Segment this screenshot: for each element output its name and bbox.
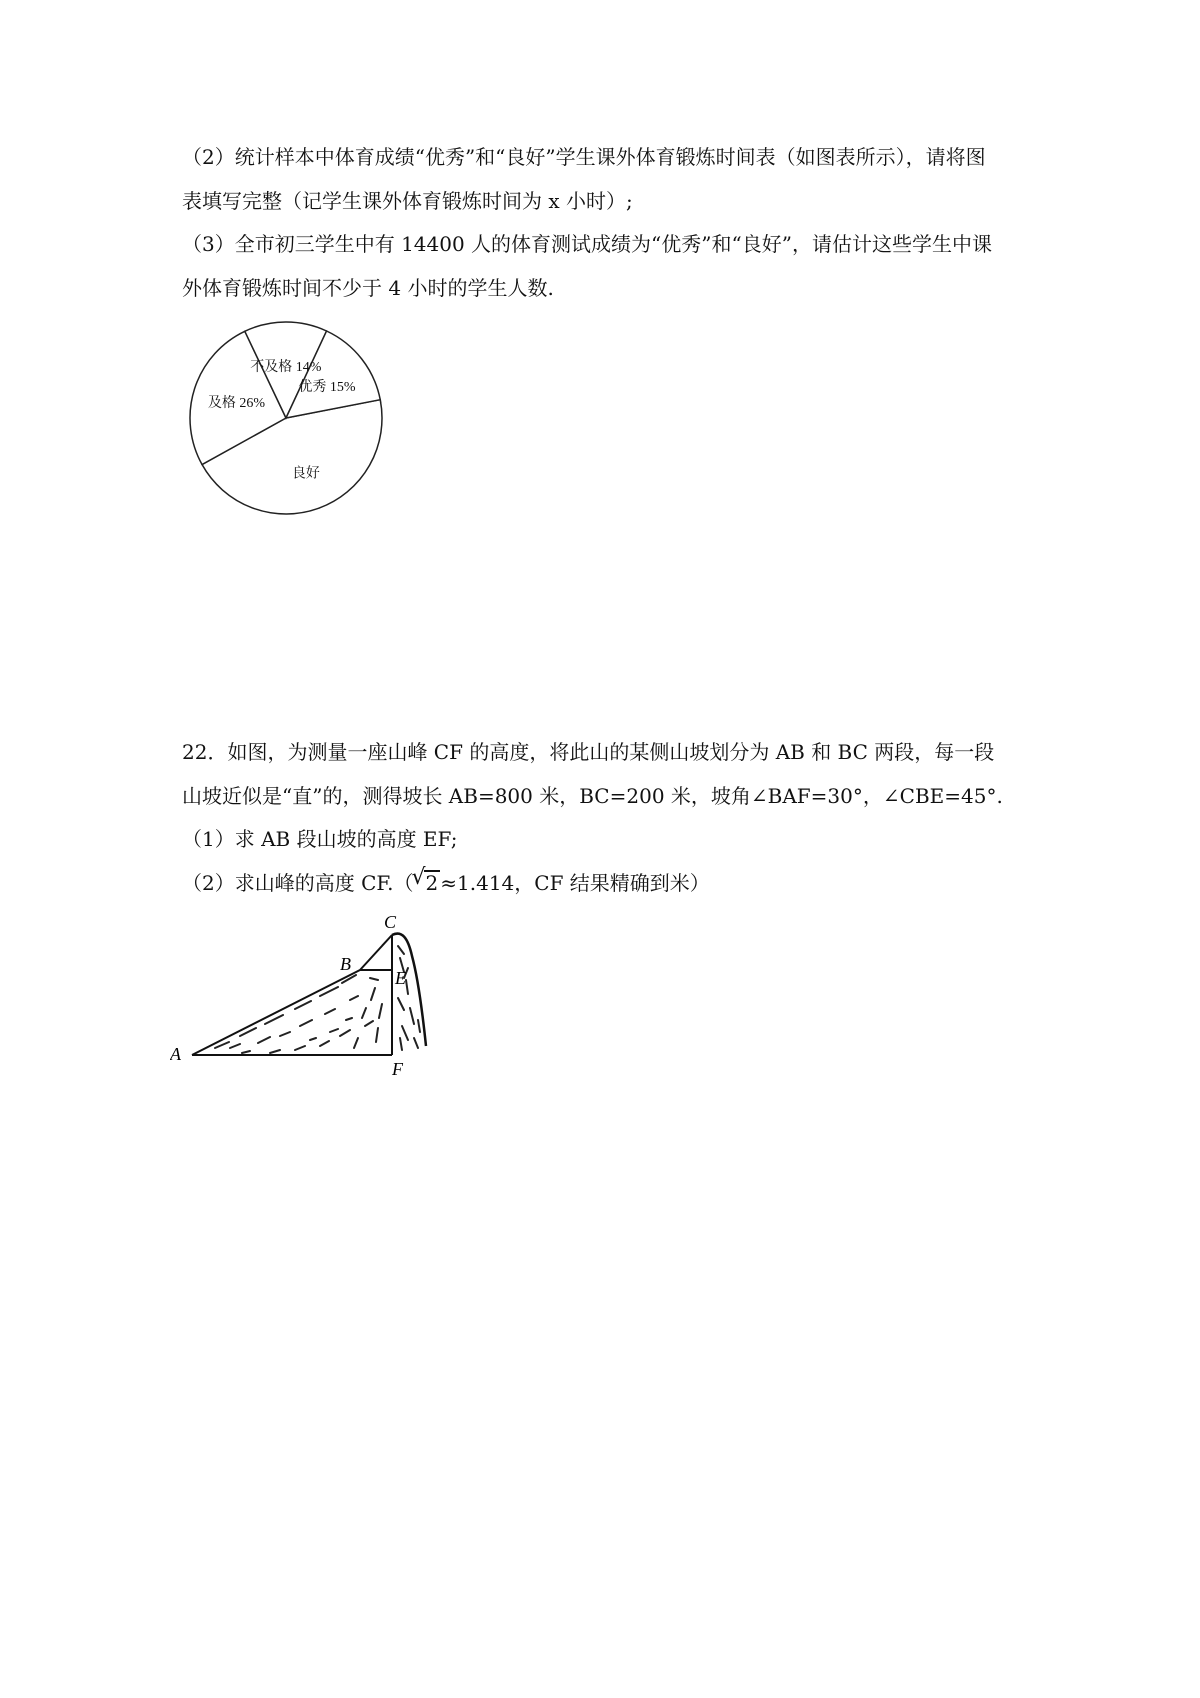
mountain-figure [170, 908, 430, 1078]
pie-label-0: 良好 [291, 466, 320, 482]
q21-part2-line2: 表填写完整（记学生课外体育锻炼时间为 x 小时）; [182, 189, 633, 213]
mountain-right-slope [392, 934, 426, 1046]
sqrt-two: √ 2 [424, 870, 441, 894]
label-f: F [392, 1059, 403, 1078]
q22-part2 [182, 869, 710, 897]
label-e: E [395, 968, 406, 988]
q22-part1: （1）求 AB 段山坡的高度 EF; [182, 827, 458, 851]
segment-bc [360, 935, 392, 970]
label-a: A [170, 1044, 181, 1064]
q22-line1: 22．如图，为测量一座山峰 CF 的高度，将此山的某侧山坡划分为 AB 和 BC 两段，每一段 [182, 740, 995, 764]
q21-part2-line1: （2）统计样本中体育成绩“优秀”和“良好”学生课外体育锻炼时间表（如图表所示），请将图 [182, 145, 986, 169]
q22-line2: 山坡近似是“直”的，测得坡长 AB=800 米，BC=200 米，坡角∠BAF=30°，∠CBE=45°. [182, 784, 1003, 808]
label-c: C [384, 912, 397, 932]
pie-label-3: 优秀 15% [298, 379, 356, 395]
label-b: B [340, 954, 351, 974]
pie-chart [175, 318, 397, 518]
q21-part3-line1: （3）全市初三学生中有 14400 人的体育测试成绩为“优秀”和“良好”，请估计这些学生中课 [182, 232, 992, 256]
pie-label-2: 不及格 14% [250, 360, 322, 376]
pie-label-1: 及格 26% [207, 396, 266, 412]
q22-part2-suffix: ≈1.414，CF 结果精确到米） [440, 871, 710, 895]
segment-ab [192, 970, 360, 1055]
mountain-hatching [215, 946, 420, 1053]
q21-part3-line2: 外体育锻炼时间不少于 4 小时的学生人数. [182, 276, 554, 300]
q22-part2-prefix: （2）求山峰的高度 CF.（ [182, 871, 414, 895]
